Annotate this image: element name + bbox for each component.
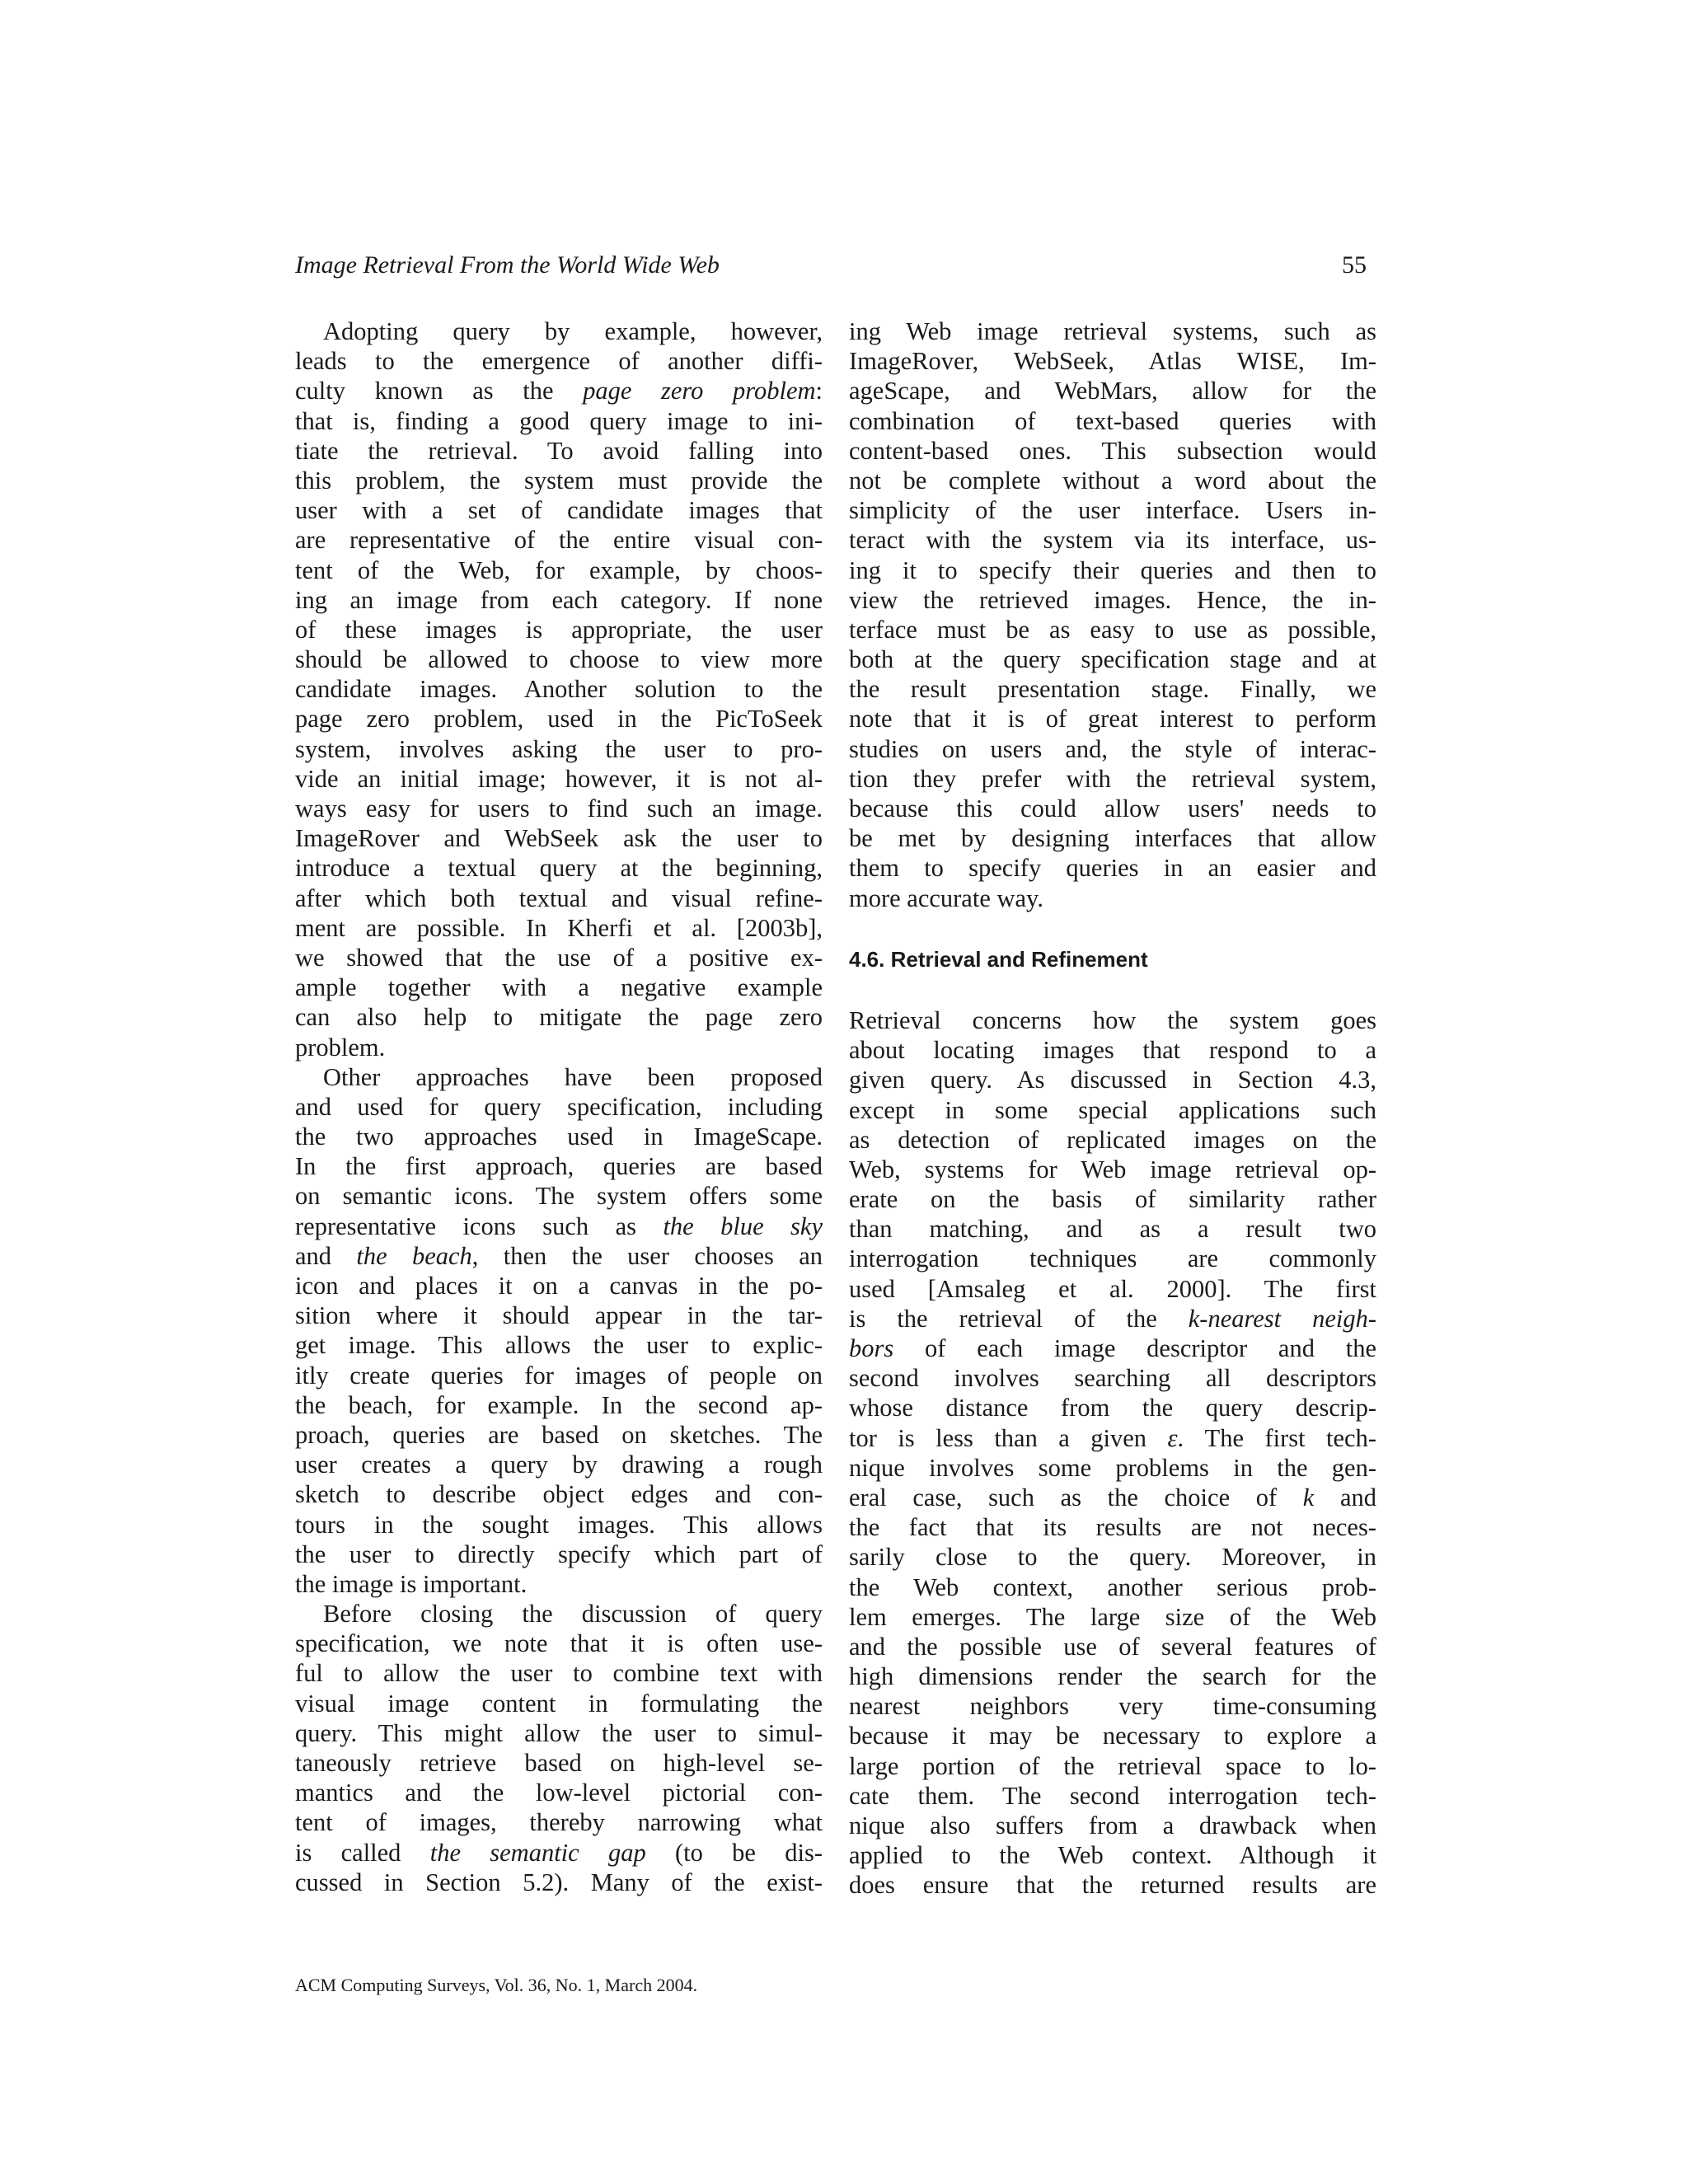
text-segment: : [815,377,823,405]
text-line: high dimensions render the search for the [849,1662,1376,1691]
text-line: get image. This allows the user to explic- [295,1331,823,1360]
text-line: sketch to describe object edges and con- [295,1480,823,1509]
text-line: system, involves asking the user to pro- [295,734,823,763]
text-line [295,376,823,405]
text-line: can also help to mitigate the page zero [295,1003,823,1032]
text-line: the result presentation stage. Finally, we [849,675,1376,704]
text-line: vide an initial image; however, it is not al- [295,764,823,793]
text-line: more accurate way. [849,883,1043,912]
text-line: the two approaches used in ImageScape. [295,1122,823,1151]
italic-text: the semantic gap [429,1838,646,1867]
text-line: because it may be necessary to explore a [849,1722,1376,1750]
text-line: except in some special applications such [849,1095,1376,1124]
text-segment: tor is less than a given [849,1423,1168,1452]
text-line: ageScape, and WebMars, allow for the [849,377,1376,405]
text-line: the fact that its results are not neces- [849,1513,1376,1542]
text-line: cussed in Section 5.2). Many of the exist- [295,1868,823,1896]
text-line: them to specify queries in an easier and [849,854,1376,883]
text-line [849,1483,1376,1512]
text-line: ing an image from each category. If none [295,585,823,614]
text-line: candidate images. Another solution to the [295,675,823,704]
right-column-section-body [849,1005,1376,1900]
text-line: whose distance from the query descrip- [849,1394,1376,1422]
page-number: 55 [1342,251,1367,279]
text-line: tent of the Web, for example, by choos- [295,555,823,584]
text-segment: , then the user chooses an [471,1241,823,1270]
text-line [295,1838,823,1868]
text-line: tion they prefer with the retrieval system, [849,764,1376,793]
text-line [849,1423,1376,1453]
text-segment: representative icons such as [295,1212,663,1240]
text-line: second involves searching all descriptors [849,1364,1376,1393]
text-line: be met by designing interfaces that allow [849,824,1376,853]
running-head [295,247,1367,284]
text-line: both at the query specification stage and at [849,645,1376,674]
text-line: itly create queries for images of people on [295,1361,823,1390]
italic-text: page zero problem [583,377,816,405]
text-line: ing it to specify their queries and then to [849,555,1376,584]
text-line: ful to allow the user to combine text with [295,1659,823,1688]
text-line: and the possible use of several features of [849,1632,1376,1661]
text-line: the Web context, another serious prob- [849,1572,1376,1601]
text-line: specification, we note that it is often use- [295,1629,823,1658]
text-line: icon and places it on a canvas in the po- [295,1272,823,1300]
text-line: query. This might allow the user to simul- [295,1718,823,1747]
text-line: used [Amsaleg et al. 2000]. The first [849,1274,1376,1303]
text-segment: and [295,1241,357,1270]
text-line: tiate the retrieval. To avoid falling into [295,436,823,465]
text-line: ing Web image retrieval systems, such as [849,317,1376,345]
text-line [849,1333,1376,1363]
text-line: given query. As discussed in Section 4.3, [849,1066,1376,1094]
text-line: Web, systems for Web image retrieval op- [849,1155,1376,1183]
text-line: studies on users and, the style of interac- [849,734,1376,763]
text-line: ment are possible. In Kherfi et al. [2003b], [295,913,823,942]
text-line: problem. [295,1033,386,1062]
text-line: Before closing the discussion of query [323,1600,823,1629]
text-line: because this could allow users' needs to [849,794,1376,823]
right-column-paragraph [849,316,1376,913]
text-line: as detection of replicated images on the [849,1125,1376,1154]
text-line: applied to the Web context. Although it [849,1841,1376,1870]
text-line: note that it is of great interest to perform [849,705,1376,733]
text-line: introduce a textual query at the beginning, [295,854,823,883]
text-line: and used for query specification, including [295,1092,823,1121]
text-line: view the retrieved images. Hence, the in- [849,585,1376,614]
text-line: ample together with a negative example [295,973,823,1002]
text-segment: and [1314,1483,1376,1511]
text-line: taneously retrieve based on high-level se- [295,1749,823,1777]
text-line: about locating images that respond to a [849,1036,1376,1065]
text-line: nique involves some problems in the gen- [849,1453,1376,1482]
left-column [295,316,823,1897]
text-line: after which both textual and visual refine- [295,883,823,912]
footer-citation: ACM Computing Surveys, Vol. 36, No. 1, March 2004. [295,1975,698,1995]
text-line: does ensure that the returned results are [849,1871,1376,1900]
text-line: sition where it should appear in the tar- [295,1301,823,1330]
text-line: Adopting query by example, however, [323,317,823,345]
text-line: lem emerges. The large size of the Web [849,1602,1376,1631]
italic-text: the beach [356,1241,472,1270]
text-line: leads to the emergence of another diffi- [295,347,823,376]
italic-text: the blue sky [663,1212,823,1240]
text-segment: culty known as the [295,377,584,405]
text-line [849,1304,1376,1333]
text-line: large portion of the retrieval space to lo- [849,1751,1376,1780]
text-line: Other approaches have been proposed [323,1062,823,1091]
text-line: page zero problem, used in the PicToSeek [295,705,823,733]
text-line: we showed that the use of a positive ex- [295,943,823,972]
text-line: on semantic icons. The system offers some [295,1182,823,1211]
text-line: nique also suffers from a drawback when [849,1811,1376,1840]
text-line [295,1241,823,1271]
section-heading: 4.6. Retrieval and Refinement [849,946,1148,972]
text-line: Retrieval concerns how the system goes [849,1005,1376,1034]
text-line: nearest neighbors very time-consuming [849,1692,1376,1721]
text-line: should be allowed to choose to view more [295,645,823,674]
text-line: visual image content in formulating the [295,1689,823,1718]
italic-text: bors [849,1334,894,1362]
text-line: ImageRover and WebSeek ask the user to [295,824,823,853]
text-segment: is the retrieval of the [849,1304,1189,1333]
text-line: are representative of the entire visual con- [295,526,823,555]
text-line: than matching, and as a result two [849,1215,1376,1244]
text-line: combination of text-based queries with [849,406,1376,435]
text-line: user creates a query by drawing a rough [295,1451,823,1479]
italic-text: k-nearest neigh- [1188,1304,1376,1333]
text-line: In the first approach, queries are based [295,1152,823,1181]
text-line: the user to directly specify which part of [295,1540,823,1568]
text-line: content-based ones. This subsection would [849,436,1376,465]
text-line [295,1212,823,1241]
text-segment: of each image descriptor and the [893,1334,1376,1362]
text-line: erate on the basis of similarity rather [849,1185,1376,1214]
text-line: this problem, the system must provide the [295,466,823,494]
text-segment: . The first tech- [1177,1423,1376,1452]
text-segment: is called [295,1838,430,1867]
text-line: ways easy for users to find such an image. [295,794,823,823]
text-line: sarily close to the query. Moreover, in [849,1543,1376,1572]
text-line: tent of images, thereby narrowing what [295,1808,823,1837]
running-head-title: Image Retrieval From the World Wide Web [295,251,720,279]
text-line: the beach, for example. In the second ap- [295,1390,823,1419]
text-line: ImageRover, WebSeek, Atlas WISE, Im- [849,347,1376,376]
text-line: interrogation techniques are commonly [849,1244,1376,1273]
text-line: teract with the system via its interface, us- [849,526,1376,555]
text-line: the image is important. [295,1569,528,1598]
text-segment: eral case, such as the choice of [849,1483,1303,1511]
text-line: cate them. The second interrogation tech- [849,1781,1376,1810]
text-line: simplicity of the user interface. Users in- [849,496,1376,525]
text-line: mantics and the low-level pictorial con- [295,1779,823,1807]
text-line: of these images is appropriate, the user [295,615,823,644]
text-segment: (to be dis- [645,1838,823,1867]
text-line: proach, queries are based on sketches. The [295,1420,823,1449]
right-column [849,316,1376,1900]
text-line: terface must be as easy to use as possible, [849,615,1376,644]
italic-text: k [1302,1483,1315,1511]
text-line: that is, finding a good query image to ini- [295,406,823,435]
italic-text: ε [1167,1423,1178,1452]
text-line: tours in the sought images. This allows [295,1510,823,1539]
text-line: not be complete without a word about the [849,466,1376,494]
text-line: user with a set of candidate images that [295,496,823,525]
